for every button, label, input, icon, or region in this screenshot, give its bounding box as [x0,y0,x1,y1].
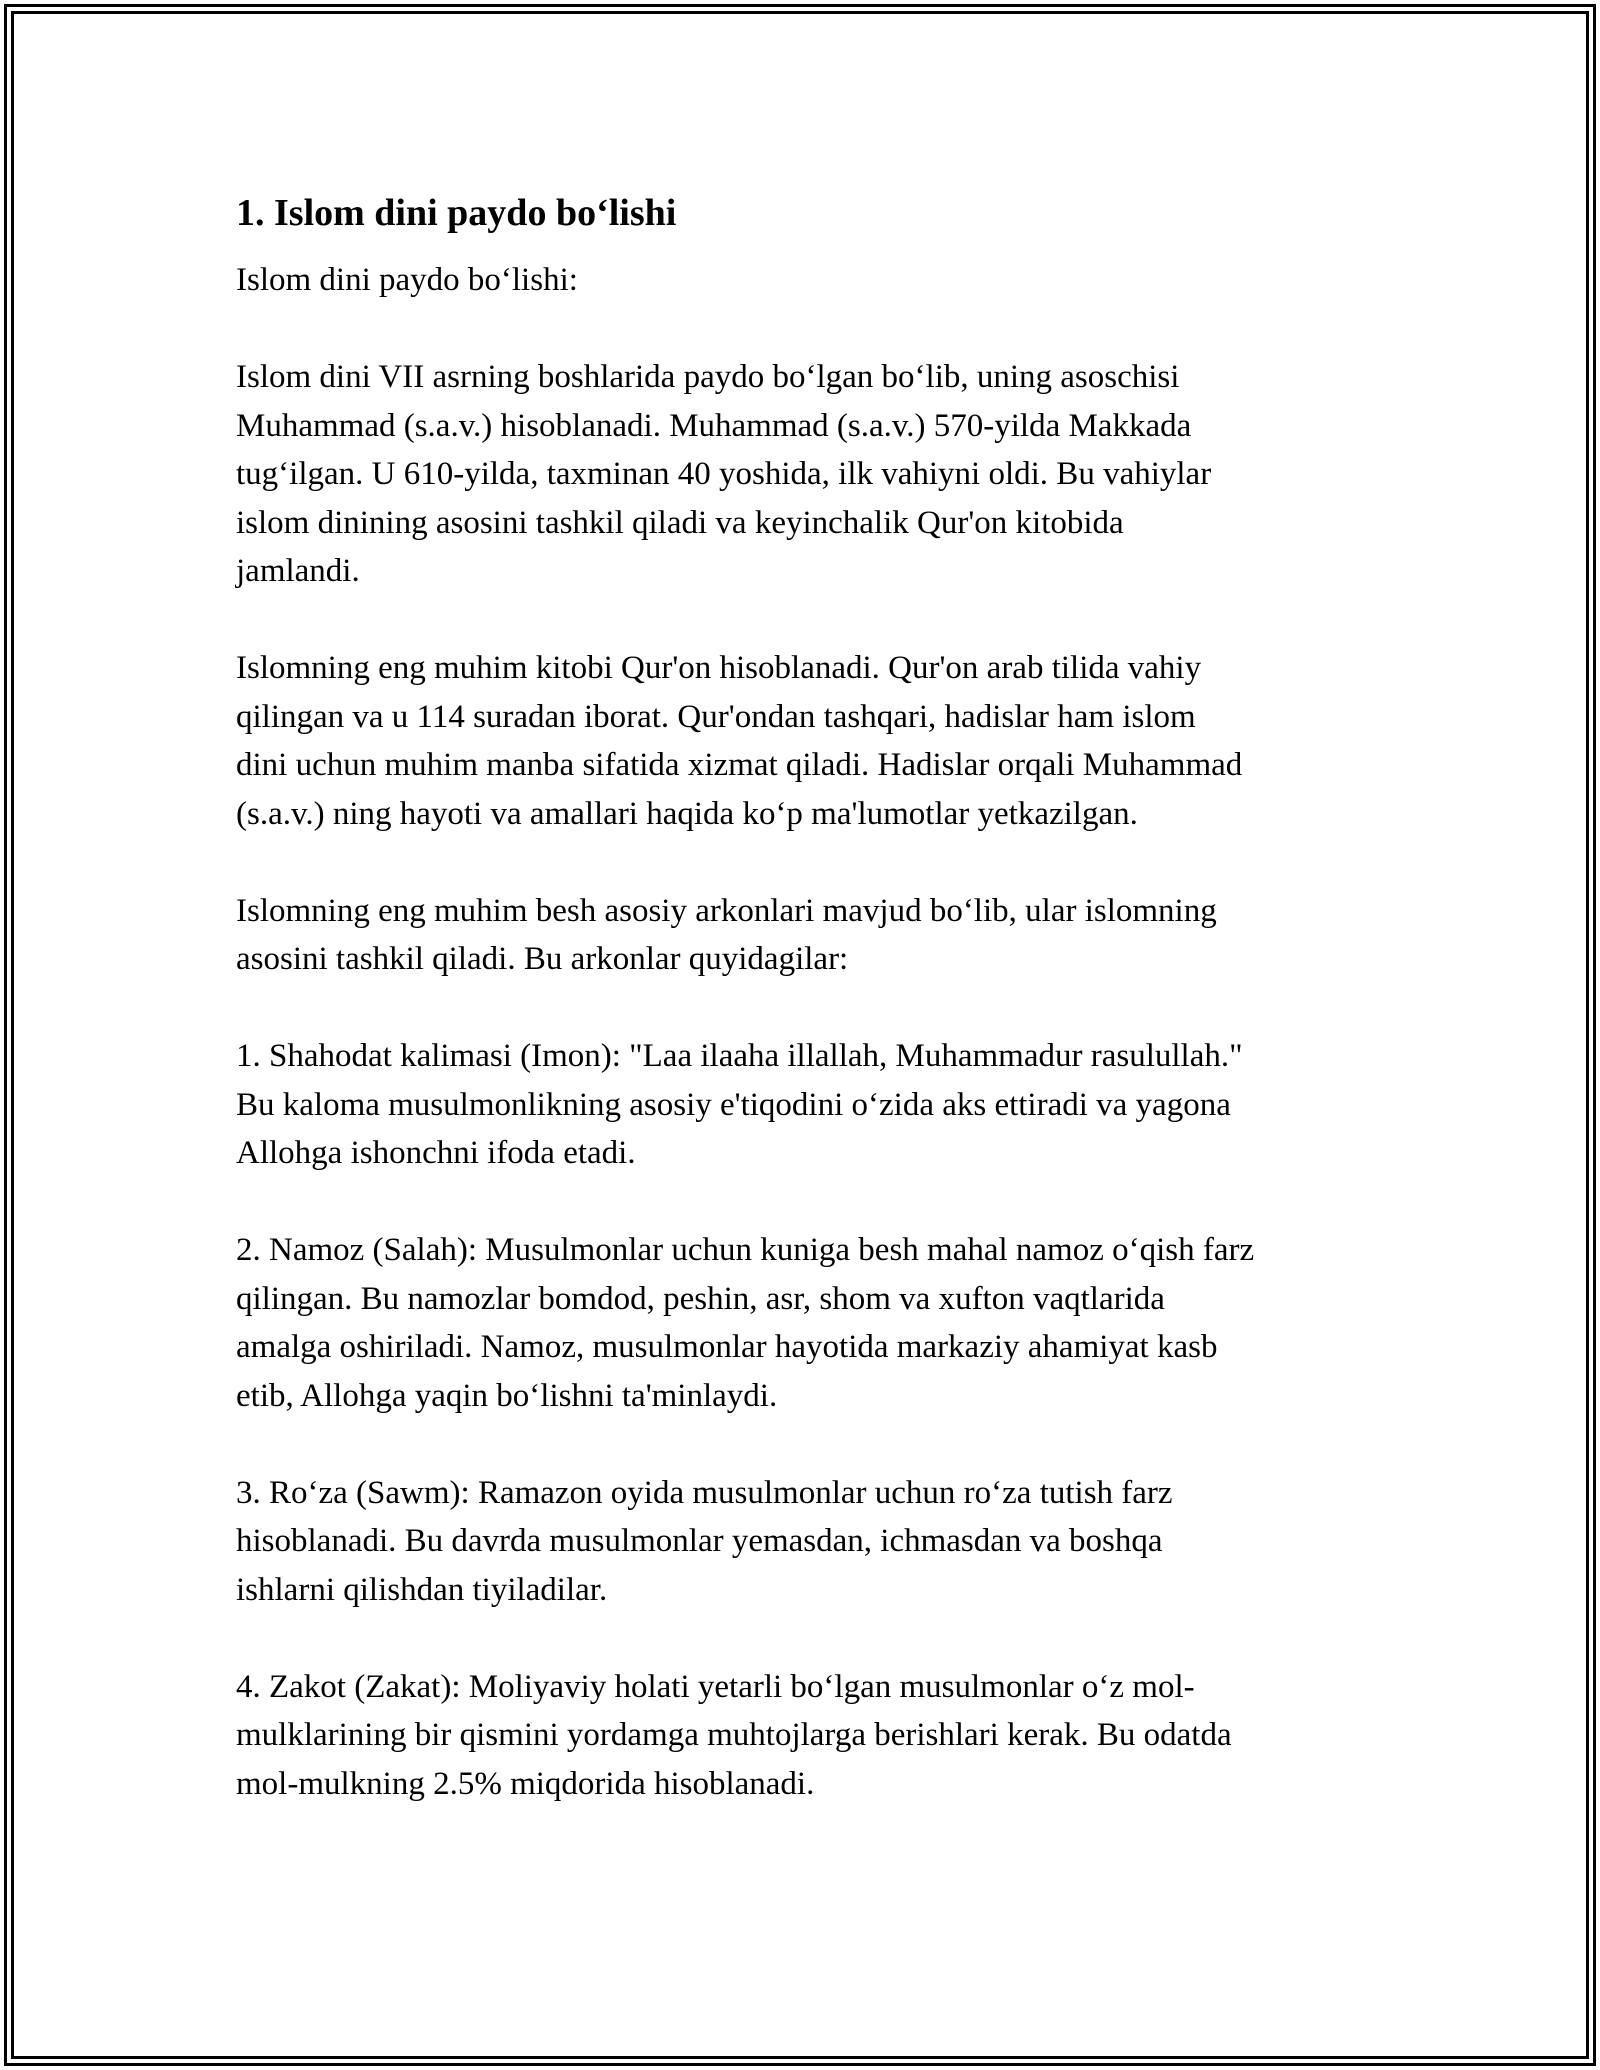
document-title: 1. Islom dini paydo bo‘lishi [236,192,677,234]
paragraph [236,887,1386,984]
text-line: asosini tashkil qiladi. Bu arkonlar quyidagilar: [236,941,849,977]
text-line: 1. Shahodat kalimasi (Imon): "Laa ilaaha illallah, Muhammadur rasulullah." [236,1038,1243,1074]
text-line: Bu kaloma musulmonlikning asosiy e'tiqodini o‘zida aks ettiradi va yagona [236,1086,1231,1123]
text-line: mol-mulkning 2.5% miqdorida hisoblanadi. [236,1765,815,1802]
paragraph [236,353,1386,596]
document-body [236,186,1386,1857]
text-line: Islomning eng muhim kitobi Qur'on hisoblanadi. Qur'on arab tilida vahiy [236,650,1202,686]
text-line: Islomning eng muhim besh asosiy arkonlari mavjud bo‘lib, ular islomning [236,892,1217,929]
text-line: Muhammad (s.a.v.) hisoblanadi. Muhammad (s.a.v.) 570-yilda Makkada [236,407,1192,444]
paragraph [236,1032,1386,1178]
text-line: 3. Ro‘za (Sawm): Ramazon oyida musulmonlar uchun ro‘za tutish farz [236,1474,1173,1511]
paragraph [236,1226,1386,1420]
text-line: dini uchun muhim manba sifatida xizmat qiladi. Hadislar orqali Muhammad [236,747,1243,783]
text-line: (s.a.v.) ning hayoti va amallari haqida ko‘p ma'lumotlar yetkazilgan. [236,795,1138,832]
text-line: amalga oshiriladi. Namoz, musulmonlar hayotida markaziy ahamiyat kasb [236,1329,1218,1365]
text-line: hisoblanadi. Bu davrda musulmonlar yemasdan, ichmasdan va boshqa [236,1523,1163,1559]
text-line: jamlandi. [236,553,360,589]
paragraph [236,256,1386,305]
text-line: etib, Allohga yaqin bo‘lishni ta'minlaydi. [236,1377,778,1414]
text-line: 4. Zakot (Zakat): Moliyaviy holati yetarli bo‘lgan musulmonlar o‘z mol- [236,1668,1195,1705]
text-line: Islom dini paydo bo‘lishi: [236,262,578,298]
text-line: tug‘ilgan. U 610-yilda, taxminan 40 yoshida, ilk vahiyni oldi. Bu vahiylar [236,456,1212,492]
text-line: qilingan. Bu namozlar bomdod, peshin, asr, shom va xufton vaqtlarida [236,1280,1165,1317]
text-line: Islom dini VII asrning boshlarida paydo bo‘lgan bo‘lib, uning asoschisi [236,359,1180,395]
text-line: qilingan va u 114 suradan iborat. Qur'ondan tashqari, hadislar ham islom [236,698,1196,735]
text-line: ishlarni qilishdan tiyiladilar. [236,1571,608,1608]
text-line: islom dinining asosini tashkil qiladi va keyinchalik Qur'on kitobida [236,504,1124,541]
paragraph [236,1469,1386,1615]
text-line: 2. Namoz (Salah): Musulmonlar uchun kuniga besh mahal namoz o‘qish farz [236,1232,1255,1268]
paragraph-list [236,256,1386,1808]
paragraph [236,644,1386,838]
text-line: mulklarining bir qismini yordamga muhtojlarga berishlari kerak. Bu odatda [236,1717,1232,1753]
text-line: Allohga ishonchni ifoda etadi. [236,1135,636,1171]
paragraph [236,1663,1386,1809]
